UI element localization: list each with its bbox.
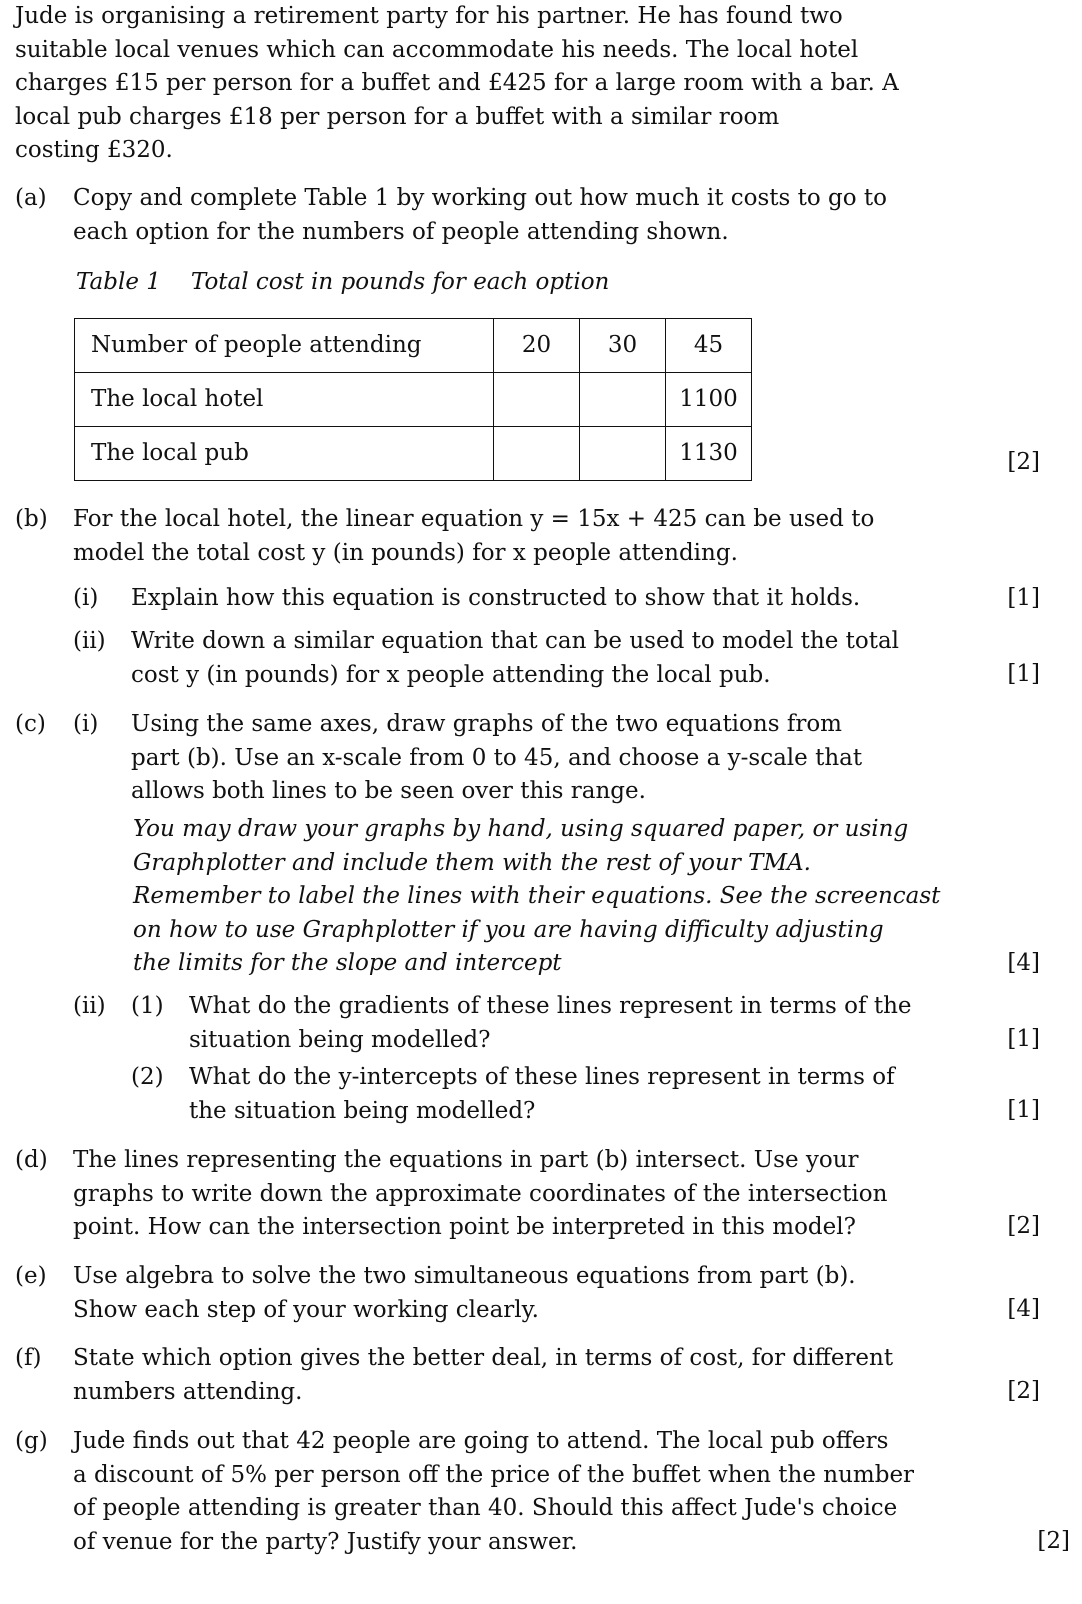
part-b-text xyxy=(73,503,874,570)
part-d-text xyxy=(73,1144,887,1245)
part-c-ii-2-label: (2) xyxy=(131,1064,164,1090)
part-c-i-text xyxy=(131,708,862,809)
part-c-ii-2-text xyxy=(189,1061,895,1128)
part-e-text xyxy=(73,1260,856,1327)
table-row xyxy=(75,427,752,481)
table-cell xyxy=(580,427,666,481)
part-c-i-line: allows both lines to be seen over this range. xyxy=(131,778,646,804)
table-cell xyxy=(494,373,580,427)
part-a-line: each option for the numbers of people attending shown. xyxy=(73,218,729,245)
part-d-mark: [2] xyxy=(1007,1213,1040,1239)
part-g-label: (g) xyxy=(15,1428,48,1454)
part-b-line: For the local hotel, the linear equation y = 15x + 425 can be used to xyxy=(73,506,875,532)
part-c-ii-1-label: (1) xyxy=(131,993,164,1019)
part-g-line: a discount of 5% per person off the price of the buffet when the number xyxy=(73,1461,915,1488)
part-c-ii-2-line: the situation being modelled? xyxy=(189,1097,536,1124)
table-header-cell: 45 xyxy=(666,319,752,373)
table-caption-label: Table 1 xyxy=(76,269,161,295)
part-b-ii-line: Write down a similar equation that can be used to model the total xyxy=(131,628,900,654)
part-d-line: graphs to write down the approximate coordinates of the intersection xyxy=(73,1180,888,1207)
part-g-line: Jude finds out that 42 people are going to attend. The local pub offers xyxy=(73,1428,889,1454)
part-a-line: Copy and complete Table 1 by working out how much it costs to go to xyxy=(73,185,888,211)
intro-paragraph xyxy=(15,0,899,168)
part-c-ii-2-mark: [1] xyxy=(1007,1097,1040,1123)
part-c-note-line: the limits for the slope and intercept xyxy=(133,950,562,976)
part-b-label: (b) xyxy=(15,506,48,532)
part-f-line: numbers attending. xyxy=(73,1378,303,1405)
intro-line: costing £320. xyxy=(15,137,173,163)
part-b-i-text: Explain how this equation is constructed to show that it holds. xyxy=(131,585,861,611)
part-d-line: The lines representing the equations in part (b) intersect. Use your xyxy=(73,1147,859,1173)
table-cell: The local hotel xyxy=(75,373,494,427)
part-b-i-mark: [1] xyxy=(1007,585,1040,611)
table-header-cell: Number of people attending xyxy=(75,319,494,373)
part-a-label: (a) xyxy=(15,185,47,211)
table-cell xyxy=(580,373,666,427)
part-f-label: (f) xyxy=(15,1345,42,1371)
part-c-ii-2-line: What do the y-intercepts of these lines represent in terms of xyxy=(189,1064,895,1090)
part-c-ii-1-text xyxy=(189,990,912,1057)
part-d-line: point. How can the intersection point be interpreted in this model? xyxy=(73,1214,856,1240)
part-c-note xyxy=(133,813,940,981)
part-c-i-mark: [4] xyxy=(1007,950,1040,976)
intro-line: local pub charges £18 per person for a buffet with a similar room xyxy=(15,103,780,130)
part-b-line: model the total cost y (in pounds) for x people attending. xyxy=(73,539,738,566)
part-g-line: of venue for the party? Justify your answer. xyxy=(73,1528,578,1555)
cost-table xyxy=(74,318,752,481)
part-c-i-label: (i) xyxy=(73,711,99,737)
intro-line: charges £15 per person for a buffet and £425 for a large room with a bar. A xyxy=(15,70,899,96)
table-cell xyxy=(494,427,580,481)
part-g-text xyxy=(73,1425,914,1559)
table-header-cell: 30 xyxy=(580,319,666,373)
table-header-cell: 20 xyxy=(494,319,580,373)
part-e-line: Show each step of your working clearly. xyxy=(73,1296,539,1323)
table-caption xyxy=(76,266,609,300)
part-c-ii-1-mark: [1] xyxy=(1007,1026,1040,1052)
part-e-line: Use algebra to solve the two simultaneous equations from part (b). xyxy=(73,1263,856,1289)
part-d-label: (d) xyxy=(15,1147,48,1173)
table-header-row xyxy=(75,319,752,373)
part-g-mark: [2] xyxy=(1037,1528,1070,1554)
table-caption-text: Total cost in pounds for each option xyxy=(190,269,610,295)
part-f-text xyxy=(73,1342,893,1409)
part-b-ii-label: (ii) xyxy=(73,628,106,654)
part-a-mark: [2] xyxy=(1007,449,1040,475)
part-e-mark: [4] xyxy=(1007,1296,1040,1322)
part-c-note-line: You may draw your graphs by hand, using squared paper, or using xyxy=(133,816,909,842)
part-c-note-line: on how to use Graphplotter if you are having difficulty adjusting xyxy=(133,916,884,943)
part-c-i-line: part (b). Use an x-scale from 0 to 45, and choose a y-scale that xyxy=(131,744,863,771)
part-e-label: (e) xyxy=(15,1263,47,1289)
intro-line: suitable local venues which can accommodate his needs. The local hotel xyxy=(15,36,859,63)
part-c-note-line: Remember to label the lines with their equations. See the screencast xyxy=(133,883,941,909)
intro-line: Jude is organising a retirement party for his partner. He has found two xyxy=(15,3,843,29)
part-a-text xyxy=(73,182,887,249)
part-c-label: (c) xyxy=(15,711,46,737)
part-g-line: of people attending is greater than 40. Should this affect Jude's choice xyxy=(73,1495,898,1521)
table-cell: 1130 xyxy=(666,427,752,481)
part-c-ii-1-line: situation being modelled? xyxy=(189,1026,491,1053)
part-c-i-line: Using the same axes, draw graphs of the two equations from xyxy=(131,711,842,737)
part-f-mark: [2] xyxy=(1007,1378,1040,1404)
part-b-ii-mark: [1] xyxy=(1007,661,1040,687)
part-b-ii-line: cost y (in pounds) for x people attending the local pub. xyxy=(131,661,771,688)
table-cell: 1100 xyxy=(666,373,752,427)
part-b-ii-text xyxy=(131,625,899,692)
table-row xyxy=(75,373,752,427)
part-f-line: State which option gives the better deal, in terms of cost, for different xyxy=(73,1345,894,1371)
part-c-ii-label: (ii) xyxy=(73,993,106,1019)
table-cell: The local pub xyxy=(75,427,494,481)
part-b-i-label: (i) xyxy=(73,585,99,611)
part-c-ii-1-line: What do the gradients of these lines represent in terms of the xyxy=(189,993,912,1019)
part-c-note-line: Graphplotter and include them with the rest of your TMA. xyxy=(133,849,811,876)
